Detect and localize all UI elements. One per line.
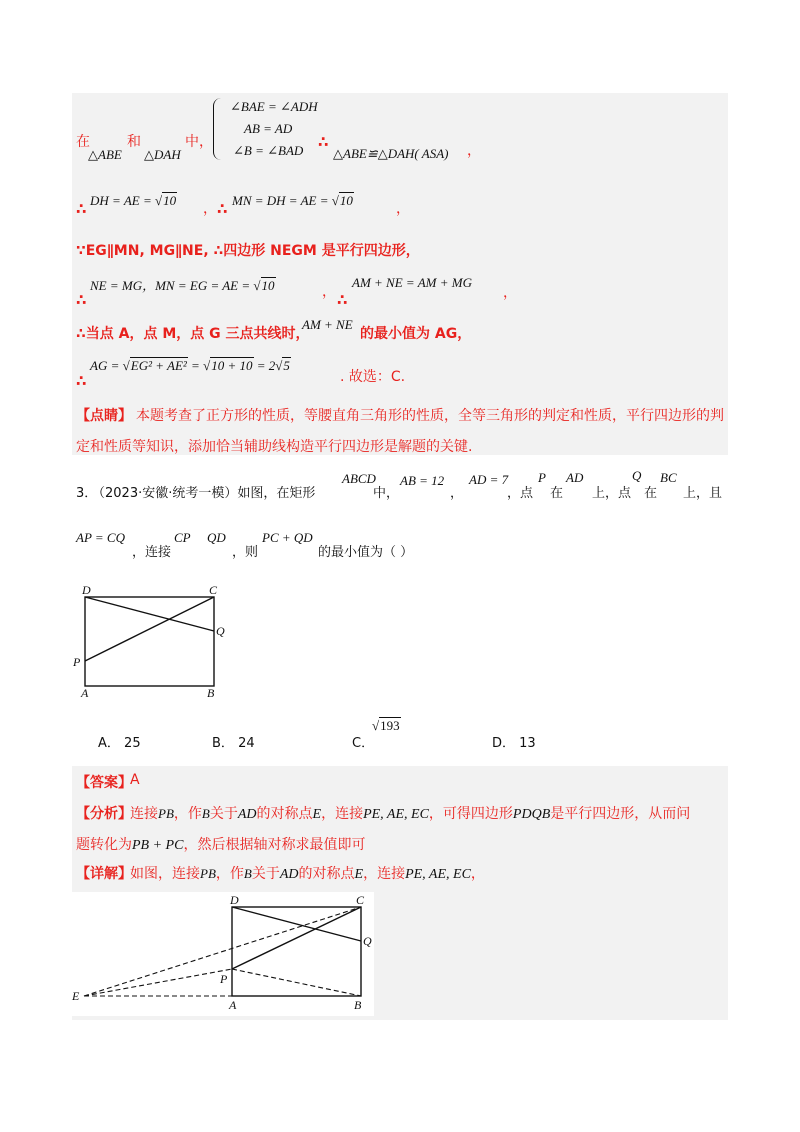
question-number: 3． (76, 486, 98, 501)
segment2-cp (232, 907, 361, 969)
comment-tag: 【点睛】 (76, 408, 132, 424)
analysis-line-1: 连接PB，作B关于AD的对称点E，连接PE, AE, EC，可得四边形PDQB是平行四边形，从而问 (130, 806, 691, 822)
eq-am-plus-ne: AM + NE (302, 317, 353, 332)
eq-ag: AG = √EG² + AE² = √10 + 10 = 2√5 (90, 358, 290, 373)
question-source: （2023·安徽·统考一模）如图，在矩形 (92, 486, 316, 501)
comma-1: ， (467, 143, 481, 159)
tri-abe: △ABE (88, 147, 122, 162)
fig2-label-e: E (72, 989, 80, 1003)
system-line-2: AB = AD (244, 121, 293, 136)
segment-qd: QD (207, 530, 226, 545)
q-dian: ，点 (507, 486, 534, 501)
intro-he: 和 (127, 134, 141, 150)
comma-3: ， (396, 201, 410, 217)
q-shang: 上，点 (592, 486, 632, 501)
comma-5: ， (503, 285, 517, 301)
answer-choice-c: . 故选：C. (340, 369, 406, 385)
fig1-label-a: A (81, 686, 89, 700)
detail-tag: 【详解】 (76, 866, 132, 882)
system-line-3: ∠B = ∠BAD (233, 143, 304, 158)
eq-ap-cq: AP = CQ (76, 530, 125, 545)
segment2-ep (84, 969, 232, 996)
therefore-sign: ∴ (76, 200, 87, 218)
therefore-sign: ∴ (217, 200, 228, 218)
eq-mn-dh: MN = DH = AE = √10 (232, 193, 353, 208)
comma-4: ， (322, 284, 336, 300)
option-c-value: √193 (372, 718, 400, 733)
fig2-label-p: P (220, 972, 228, 986)
therefore-sign: ∴ (318, 133, 329, 151)
q-min: 的最小值为（ ） (318, 545, 414, 560)
comment-line-1: 本题考查了正方形的性质，等腰直角三角形的性质，全等三角形的判定和性质，平行四边形的判 (136, 408, 724, 424)
fig1-label-d: D (82, 583, 91, 597)
intro-zhong: 中， (185, 134, 213, 150)
segment2-dq (232, 907, 361, 941)
comment-line-2: 定和性质等知识，添加恰当辅助线构造平行四边形是解题的关键. (76, 439, 473, 455)
option-d: D． 13 (492, 736, 536, 751)
option-b: B． 24 (212, 736, 255, 751)
fig2-label-b: B (354, 998, 362, 1012)
fig1-label-p: P (73, 655, 81, 669)
segment-ad: AD (566, 470, 584, 485)
min-is-ag: 的最小值为 AG， (360, 326, 472, 342)
system-line-1: ∠BAE = ∠ADH (230, 99, 318, 114)
fig1-label-q: Q (216, 624, 225, 638)
parallelogram-statement: ∵EG∥MN, MG∥NE, ∴四边形 NEGM 是平行四边形， (76, 243, 420, 259)
eq-ab-12: AB = 12 (400, 473, 445, 488)
congruence-statement: △ABE≌△DAH( ASA) (333, 146, 449, 161)
option-c: C． (352, 736, 375, 751)
q-shang-qie: 上，且 (683, 486, 723, 501)
analysis-tag: 【分析】 (76, 806, 132, 822)
fig2-label-c: C (356, 893, 365, 907)
q-lianjie: ，连接 (132, 545, 172, 560)
segment2-pb (232, 969, 361, 996)
option-a: A． 25 (98, 736, 141, 751)
q-zai2: 在 (644, 486, 658, 501)
eq-am-ne: AM + NE = AM + MG (352, 275, 472, 290)
fig1-label-b: B (207, 686, 215, 700)
eq-dh-ae: DH = AE = √10 (90, 193, 177, 208)
eq-ne-mg: NE = MG，MN = EG = AE = √10 (90, 278, 275, 293)
analysis-line-2: 题转化为PB + PC，然后根据轴对称求最值即可 (76, 837, 366, 853)
point-q: Q (632, 468, 642, 483)
answer-tag: 【答案】 (76, 775, 132, 791)
comma-2: ， (203, 201, 217, 217)
expr-pc-qd: PC + QD (262, 530, 313, 545)
rect-abcd: ABCD (342, 471, 376, 486)
fig2-label-d: D (230, 893, 239, 907)
intro-zai: 在 (76, 134, 90, 150)
fig2-label-a: A (229, 998, 237, 1012)
q-ze: ，则 (232, 545, 259, 560)
eq-ad-7: AD = 7 (469, 472, 509, 487)
segment-bc: BC (660, 470, 677, 485)
q-zhong: 中， (373, 486, 400, 501)
answer-value: A (130, 772, 140, 788)
fig2-label-q: Q (363, 934, 372, 948)
therefore-sign: ∴ (337, 291, 348, 309)
detail-line-1: 如图，连接PB，作B关于AD的对称点E，连接PE, AE, EC， (130, 866, 485, 882)
therefore-sign: ∴ (76, 372, 87, 390)
q-comma: ， (450, 486, 464, 501)
point-p: P (538, 470, 546, 485)
fig1-label-c: C (209, 583, 218, 597)
collinear-condition: ∴当点 A，点 M，点 G 三点共线时， (76, 326, 310, 342)
segment-cp: CP (174, 530, 191, 545)
therefore-sign: ∴ (76, 291, 87, 309)
tri-dah: △DAH (144, 147, 181, 162)
q-zai: 在 (550, 486, 564, 501)
